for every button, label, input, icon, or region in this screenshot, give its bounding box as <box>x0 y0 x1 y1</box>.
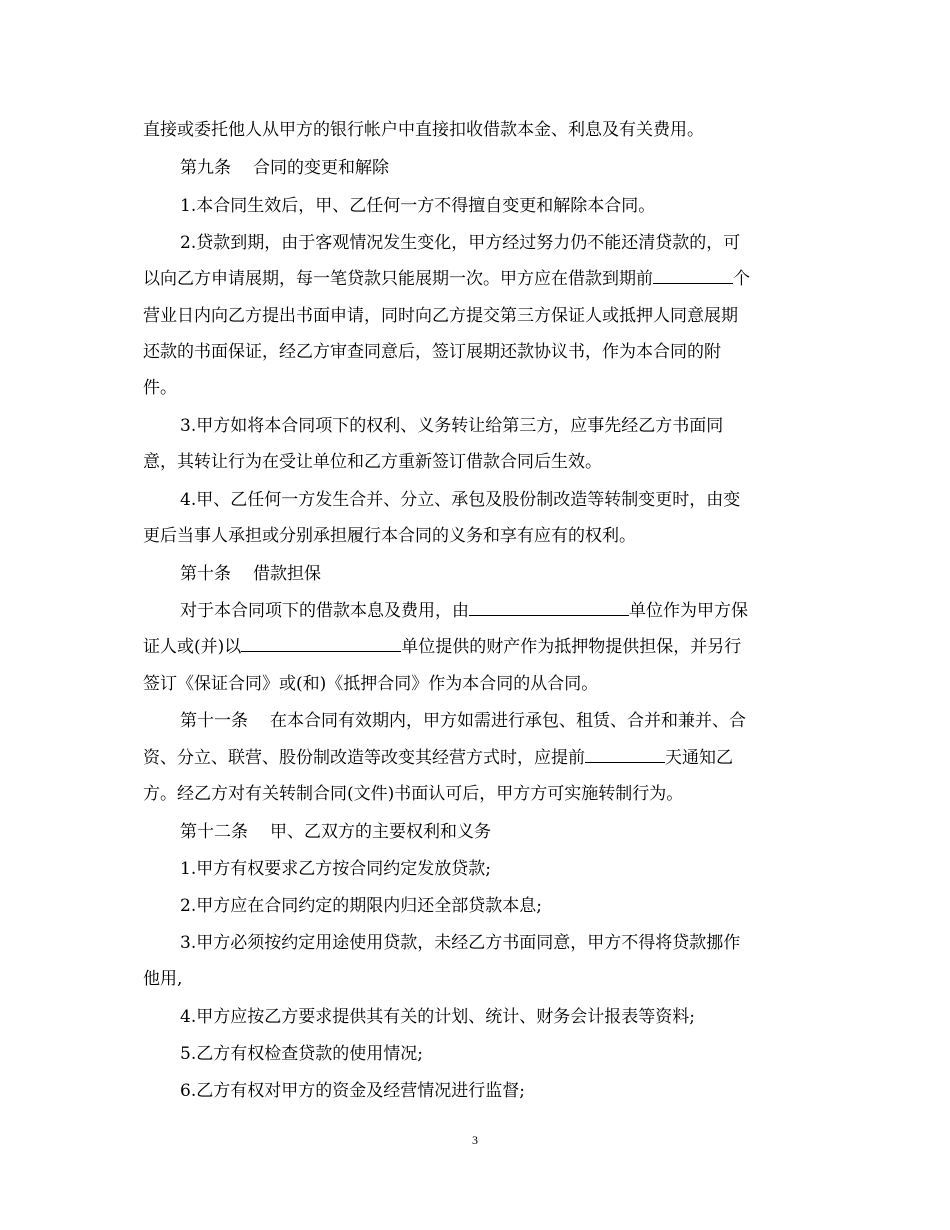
article-heading <box>180 821 491 843</box>
article-title: 借款担保 <box>253 564 321 584</box>
body-line: 营业日内向乙方提出书面申请，同时向乙方提交第三方保证人或抵押人同意展期 <box>143 306 738 326</box>
body-line: 6.乙方有权对甲方的资金及经营情况进行监督; <box>180 1081 525 1101</box>
body-line: 3.甲方如将本合同项下的权利、义务转让给第三方，应事先经乙方书面同 <box>180 416 724 436</box>
body-text: 以向乙方申请展期，每一笔贷款只能展期一次。甲方应在借款到期前 <box>143 269 653 289</box>
article-heading <box>180 563 321 585</box>
body-line: 直接或委托他人从甲方的银行帐户中直接扣收借款本金、利息及有关费用。 <box>143 120 704 140</box>
body-line <box>143 747 733 769</box>
body-line: 签订《保证合同》或(和)《抵押合同》作为本合同的从合同。 <box>143 674 599 694</box>
body-line <box>143 636 741 658</box>
body-text: 天通知乙 <box>665 748 733 768</box>
fill-blank[interactable] <box>653 268 733 284</box>
body-line: 5.乙方有权检查贷款的使用情况; <box>180 1044 423 1064</box>
article-number: 第十条 <box>180 564 231 584</box>
body-text: 资、分立、联营、股份制改造等改变其经营方式时，应提前 <box>143 748 585 768</box>
body-line: 1.本合同生效后，甲、乙任何一方不得擅自变更和解除本合同。 <box>180 196 656 216</box>
body-line <box>143 268 750 290</box>
body-text: 在本合同有效期内，甲方如需进行承包、租赁、合并和兼并、合 <box>270 711 746 731</box>
body-line: 还款的书面保证，经乙方审查同意后，签订展期还款协议书，作为本合同的附 <box>143 342 721 362</box>
body-line: 他用, <box>143 969 183 989</box>
body-text: 个 <box>733 269 750 289</box>
body-line: 2.甲方应在合同约定的期限内归还全部贷款本息; <box>180 896 542 916</box>
body-text: 单位作为甲方保 <box>629 601 748 621</box>
article-title: 合同的变更和解除 <box>253 158 389 178</box>
article-number: 第十二条 <box>180 822 248 842</box>
body-line: 件。 <box>143 378 177 398</box>
body-line: 方。经乙方对有关转制合同(文件)书面认可后，甲方方可实施转制行为。 <box>143 784 684 804</box>
article-title: 甲、乙双方的主要权利和义务 <box>270 822 491 842</box>
article-number: 第九条 <box>180 158 231 178</box>
body-line <box>180 600 748 622</box>
body-line: 更后当事人承担或分别承担履行本合同的义务和享有应有的权利。 <box>143 526 636 546</box>
article-number: 第十一条 <box>180 711 248 731</box>
body-text: 对于本合同项下的借款本息及费用，由 <box>180 601 469 621</box>
body-line: 4.甲方应按乙方要求提供其有关的计划、统计、财务会计报表等资料; <box>180 1007 695 1027</box>
article-heading <box>180 710 746 732</box>
page-number: 3 <box>472 1133 478 1147</box>
body-line: 1.甲方有权要求乙方按合同约定发放贷款; <box>180 859 491 879</box>
body-text: 单位提供的财产作为抵押物提供担保，并另行 <box>401 637 742 657</box>
fill-blank[interactable] <box>585 747 665 763</box>
body-text: 证人或(并)以 <box>143 637 242 657</box>
fill-blank[interactable] <box>241 636 401 652</box>
fill-blank[interactable] <box>469 600 629 616</box>
body-line: 3.甲方必须按约定用途使用贷款，未经乙方书面同意，甲方不得将贷款挪作 <box>180 933 741 953</box>
body-line: 2.贷款到期，由于客观情况发生变化，甲方经过努力仍不能还清贷款的，可 <box>180 233 741 253</box>
body-line: 意，其转让行为在受让单位和乙方重新签订借款合同后生效。 <box>143 452 602 472</box>
article-heading <box>180 157 389 179</box>
body-line: 4.甲、乙任何一方发生合并、分立、承包及股份制改造等转制变更时，由变 <box>180 490 741 510</box>
